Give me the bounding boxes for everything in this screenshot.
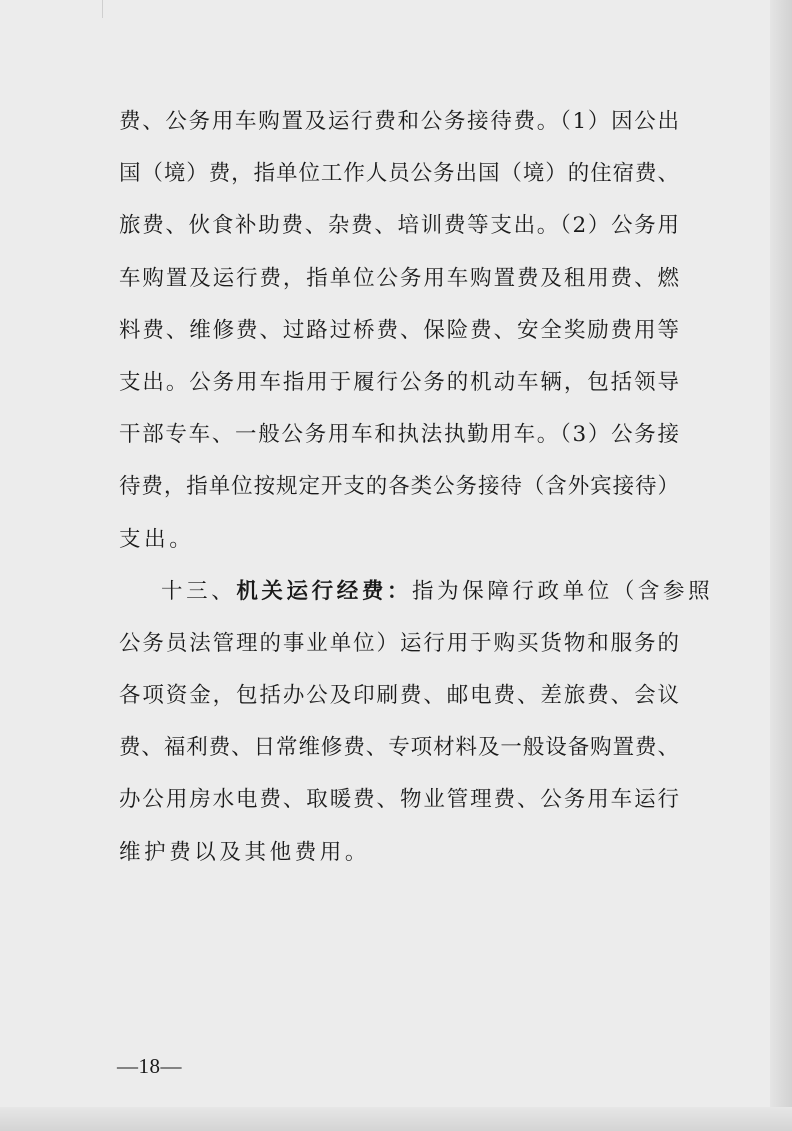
scan-artifact-line [102,0,103,18]
text-line: 待费，指单位按规定开支的各类公务接待（含外宾接待） [119,474,679,500]
text-line: 旅费、伙食补助费、杂费、培训费等支出。（2）公务用 [119,213,679,239]
section-term: 机关运行经费： [236,578,413,604]
page-number: —18— [117,1054,182,1078]
document-body [119,96,714,879]
text-line: 支出。公务用车指用于履行公务的机动车辆，包括领导 [119,369,679,395]
scan-edge-right [770,0,792,1131]
section-number: 十三、 [161,578,237,604]
section-definition-start: 指为保障行政单位（含参照 [412,578,714,604]
text-line: 公务员法管理的事业单位）运行用于购买货物和服务的 [119,630,679,656]
text-line: 维护费以及其他费用。 [119,839,371,865]
text-line: 国（境）费，指单位工作人员公务出国（境）的住宿费、 [119,161,679,187]
paragraph-operating-funds [119,566,714,879]
text-line: 车购置及运行费，指单位公务用车购置费及租用费、燃 [119,265,679,291]
text-line: 费、公务用车购置及运行费和公务接待费。（1）因公出 [119,109,679,134]
text-line: 干部专车、一般公务用车和执法执勤用车。（3）公务接 [119,422,679,448]
paragraph-public-expenses [119,96,679,566]
text-line: 办公用房水电费、取暖费、物业管理费、公务用车运行 [119,787,679,813]
text-line-first [119,566,714,618]
text-line: 费、福利费、日常维修费、专项材料及一般设备购置费、 [119,735,679,761]
text-line: 各项资金，包括办公及印刷费、邮电费、差旅费、会议 [119,683,679,709]
text-line: 料费、维修费、过路过桥费、保险费、安全奖励费用等 [119,317,679,343]
scan-edge-bottom [0,1107,792,1131]
text-line: 支出。 [119,526,195,552]
